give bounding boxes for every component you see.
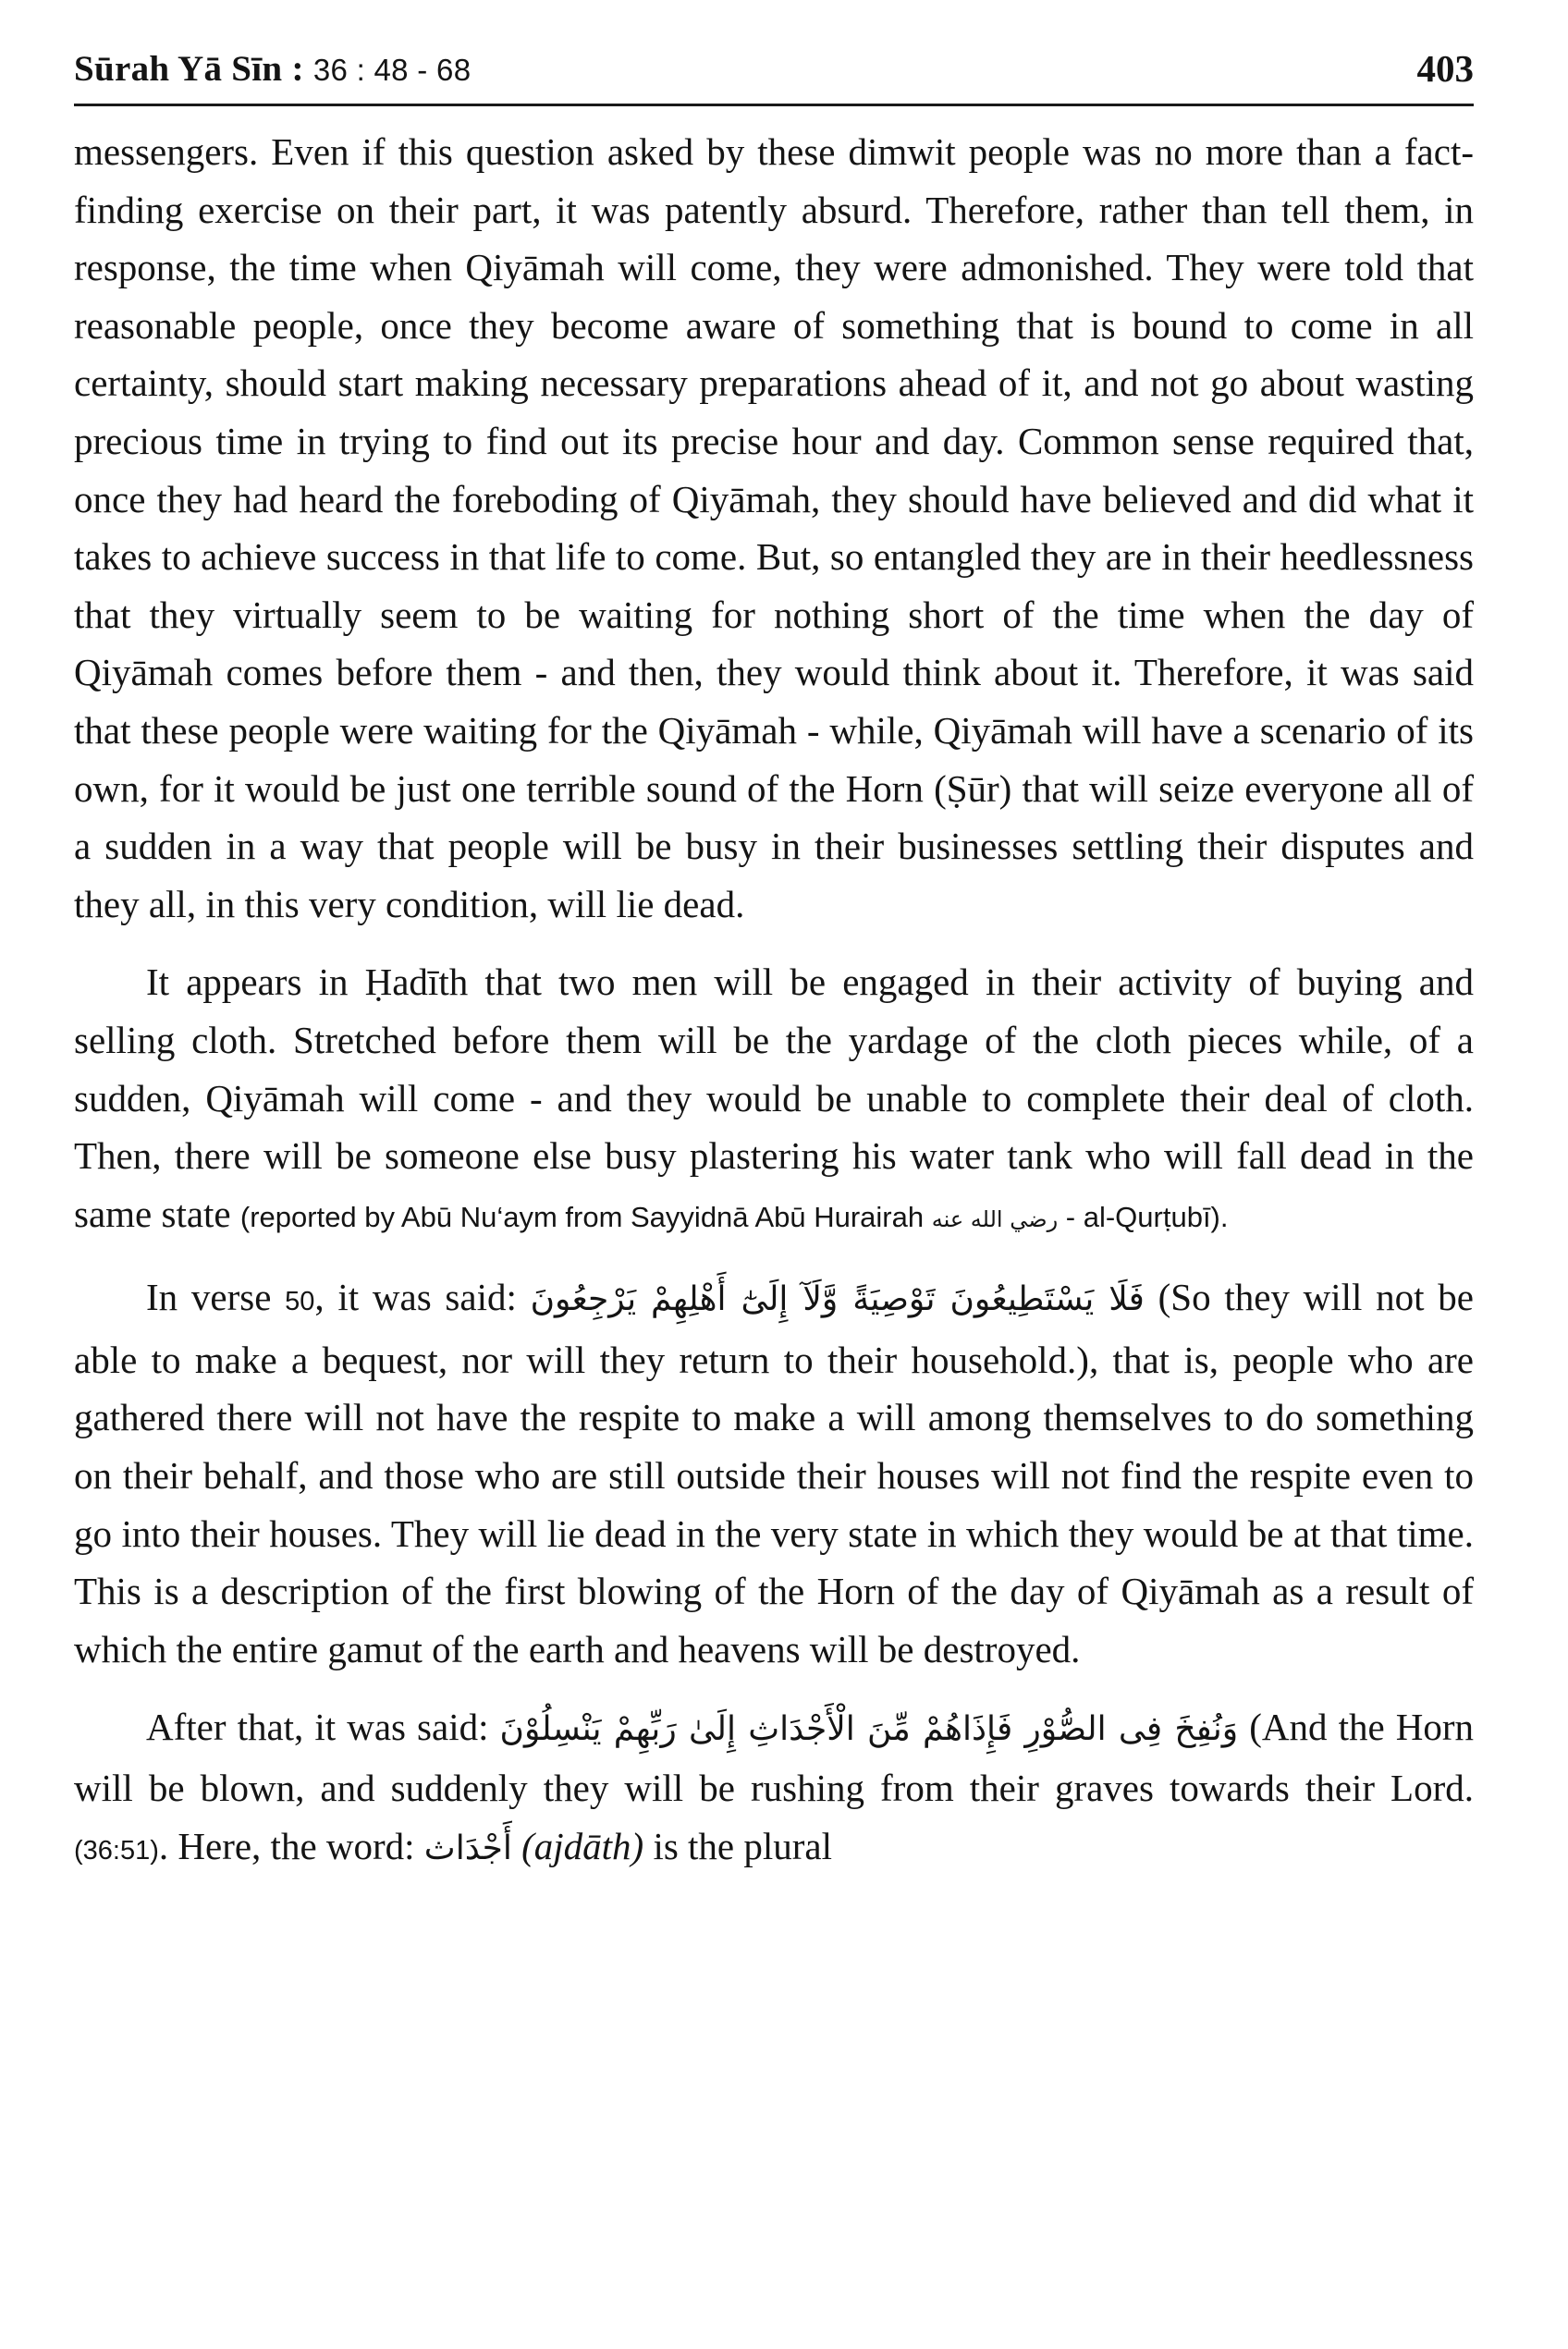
arabic-verse-50: فَلَا يَسْتَطِيعُونَ تَوْصِيَةً وَّلَآ إِلَىٰٓ أَهْلِهِمْ يَرْجِعُونَ — [530, 1280, 1145, 1319]
paragraph-1: messengers. Even if this question asked by these dimwit people was no more than a fact-finding exercise on their part, it was patently absurd. Therefore, rather than tell them, in response, the time when Qiyāmah will come, they were admonished. They were told that reasonable people, once they become aware of something that is bound to come in all certainty, should start making necessary preparations ahead of it, and not go about wasting precious time in trying to find out its precise hour and day. Common sense required that, once they had heard the foreboding of Qiyāmah, they should have believed and did what it takes to achieve success in that life to come. But, so entangled they are in their heedlessness that they virtually seem to be waiting for nothing short of the time when the day of Qiyāmah comes before them - and then, they would think about it. Therefore, it was said that these people were waiting for the Qiyāmah - while, Qiyāmah will have a scenario of its own, for it would be just one terrible sound of the Horn (Ṣūr) that will seize everyone all of a sudden in a way that people will be busy in their businesses settling their disputes and they all, in this very condition, will lie dead. — [74, 130, 1474, 925]
honorific-glyph: رضي الله عنه — [931, 1205, 1059, 1232]
paragraph-4-lead: After that, it was said: — [146, 1706, 500, 1749]
paragraph-3-text: (So they will not be able to make a bequest, nor will they return to their household.), that is, people who are gathered there will not have the respite to make a will among themselves to do something on their behalf, and those who are still outside their houses will not find the respite even to go into their houses. They will lie dead in the very state in which they would be at that time. This is a description of the first blowing of the Horn of the day of Qiyāmah as a result of which the entire gamut of the earth and heavens will be destroyed. — [74, 1276, 1475, 1670]
paragraph-4-text-c: is the plural — [643, 1824, 833, 1867]
running-header — [74, 37, 1474, 106]
verse-number: 50 — [285, 1287, 315, 1317]
paragraph-3-lead: In verse — [146, 1276, 286, 1319]
transliteration-ajdath: (ajdāth) — [521, 1824, 644, 1867]
paragraph-4-text-b: . Here, the word: — [158, 1824, 424, 1867]
citation — [240, 1201, 1229, 1233]
arabic-word-ajdath: أَجْدَاث — [423, 1829, 512, 1867]
citation-text-b: - al-Qurṭubī). — [1058, 1200, 1229, 1233]
verse-reference: (36:51) — [74, 1835, 159, 1866]
arabic-verse-51: وَنُفِخَ فِى الصُّوْرِ فَإِذَاهُمْ مِّنَ الْأَجْدَاثِ إِلَىٰ رَبِّهِمْ يَنْسِلُوْنَ — [499, 1710, 1239, 1749]
paragraph-4-text-a: (And the Horn will be blown, and suddenly they will be rushing from their graves towards their Lord. — [74, 1706, 1474, 1810]
paragraph-4 — [74, 1698, 1474, 1879]
citation-text-a: (reported by Abū Nu‘aym from Sayyidnā Abū Hurairah — [239, 1200, 932, 1233]
paragraph-2 — [74, 953, 1474, 1248]
paragraph-3-lead-b: , it was said: — [314, 1276, 531, 1319]
book-page — [74, 37, 1474, 1900]
paragraph-2-text: It appears in Ḥadīth that two men will be engaged in their activity of buying and selling cloth. Stretched before them will be the yardage of the cloth pieces while, of a sudden, Qiyāmah will come - and they would be unable to complete their deal of cloth. Then, there will be someone else busy plastering his water tank who will fall dead in the same state — [74, 960, 1474, 1235]
page-body — [74, 123, 1474, 1879]
verse-range: 36 : 48 - 68 — [312, 53, 472, 87]
page-number: 403 — [1416, 47, 1474, 90]
surah-name: Sūrah Yā Sīn : — [74, 49, 313, 89]
paragraph-3 — [74, 1268, 1474, 1678]
surah-title — [74, 48, 471, 90]
